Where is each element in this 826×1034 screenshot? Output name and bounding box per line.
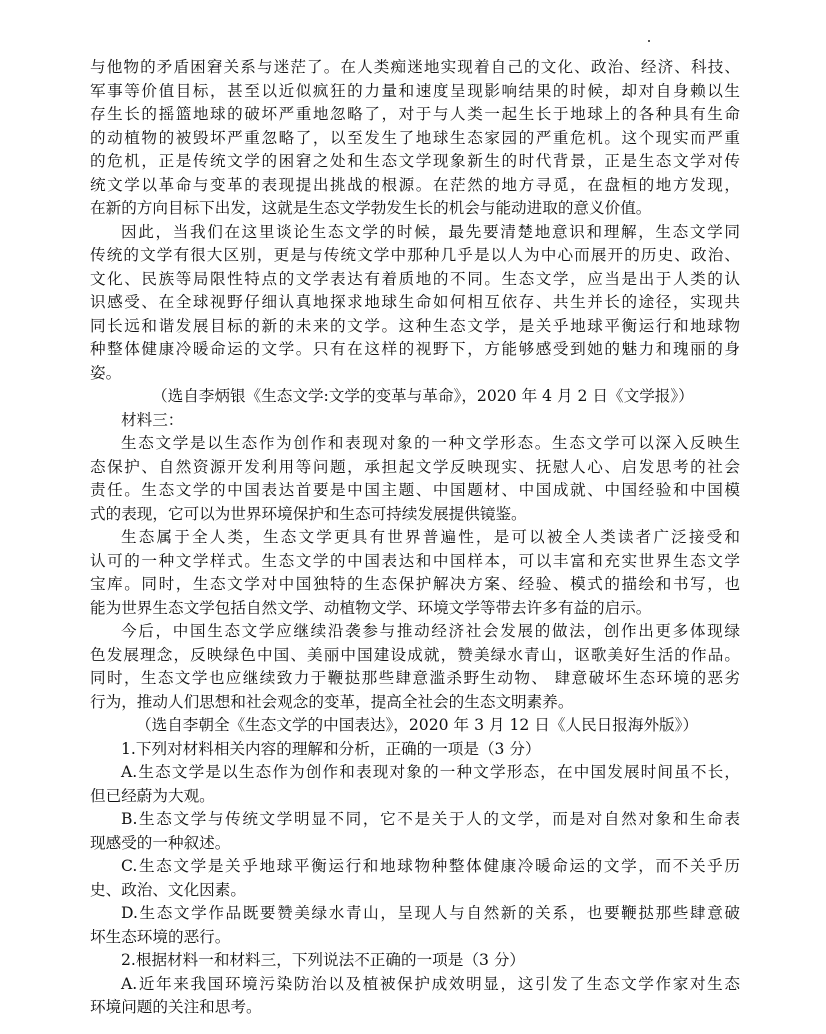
paragraph-start-line: 因此，当我们在这里谈论生态文学的时候，最先要清楚地意识和理解，生态文学同 [121, 222, 740, 241]
question-stem: 1.下列对材料相关内容的理解和分析，正确的一项是（3 分） [121, 739, 541, 758]
option-b: B.生态文学与传统文学明显不同，它不是关于人的文学，而是对自然对象和生命表 [121, 810, 740, 828]
text-line: 色发展理念，反映绿色中国、美丽中国建设成就，赞美绿水青山，讴歌美好生活的作品。 [90, 645, 740, 664]
paragraph-start-line: 今后，中国生态文学应继续沿袭参与推动经济社会发展的做法，创作出更多体现绿 [121, 622, 740, 640]
text-line: 与他物的矛盾困窘关系与迷茫了。在人类痴迷地实现着自己的文化、政治、经济、科技、 [90, 58, 740, 76]
option-d-cont: 坏生态环境的恶行。 [90, 927, 231, 946]
text-line: 的动植物的被毁坏严重忽略了，以至发生了地球生态家园的严重危机。这个现实而严重 [90, 128, 740, 147]
source-citation: （选自李朝全《生态文学的中国表达》，2020 年 3 月 12 日《人民日报海外版》） [136, 716, 699, 734]
option-c: C.生态文学是关乎地球平衡运行和地球物种整体健康冷暖命运的文学，而不关乎历 [121, 857, 740, 875]
option-b-cont: 现感受的一种叙述。 [90, 833, 231, 852]
text-line: 宝库。同时，生态文学对中国独特的生态保护解决方案、经验、模式的描绘和书写，也 [90, 575, 740, 593]
text-line: 的危机，正是传统文学的困窘之处和生态文学现象新生的时代背景，正是生态文学对传 [90, 152, 740, 170]
scan-speck [648, 40, 650, 42]
text-line: 姿。 [90, 363, 122, 382]
text-line: 态保护、自然资源开发利用等问题，承担起文学反映现实、抚慰人心、启发思考的社会 [90, 457, 740, 476]
option-c-cont: 史、政治、文化因素。 [90, 880, 246, 899]
text-line: 能为世界生态文学包括自然文学、动植物文学、环境文学等带去许多有益的启示。 [90, 598, 652, 617]
source-citation: （选自李炳银《生态文学:文学的变革与革命》，2020 年 4 月 2 日《文学报》） [152, 387, 694, 405]
text-line: 同长远和谐发展目标的新的未来的文学。这种生态文学，是关乎地球平衡运行和地球物 [90, 316, 740, 335]
document-body [90, 56, 740, 1020]
text-line: 同时，生态文学也应继续致力于鞭挞那些肆意滥杀野生动物、 肆意破坏生态环境的恶劣 [90, 669, 740, 687]
text-line: 军事等价值目标，甚至以近似疯狂的力量和速度呈现影响结果的时候，却对自身赖以生 [90, 81, 740, 100]
option-a: A.近年来我国环境污染防治以及植被保护成效明显，这引发了生态文学作家对生态 [121, 974, 740, 993]
text-line: 式的表现，它可以为世界环境保护和生态可持续发展提供镜鉴。 [90, 504, 527, 523]
option-a-cont: 环境问题的关注和思考。 [90, 998, 262, 1016]
text-line: 存生长的摇篮地球的破坏严重地忽略了，对于与人类一起生长于地球上的各种具有生命 [90, 105, 740, 123]
paragraph-start-line: 生态文学是以生态作为创作和表现对象的一种文学形态。生态文学可以深入反映生 [121, 434, 740, 452]
section-heading: 材料三： [121, 410, 184, 429]
text-line: 行为，推动人们思想和社会观念的变革，提高全社会的生态文明素养。 [90, 692, 574, 711]
question-stem: 2.根据材料一和材料三，下列说法不正确的一项是（3 分） [121, 951, 526, 969]
option-d: D.生态文学作品既要赞美绿水青山，呈现人与自然新的关系，也要鞭挞那些肆意破 [121, 904, 740, 922]
text-line: 识感受、在全球视野仔细认真地探求地球生命如何相互依存、共生并长的途径，实现共 [90, 293, 740, 311]
text-line: 认可的一种文学样式。生态文学的中国表达和中国样本，可以丰富和充实世界生态文学 [90, 551, 740, 570]
option-a: A.生态文学是以生态作为创作和表现对象的一种文学形态，在中国发展时间虽不长， [121, 763, 740, 781]
text-line: 种整体健康冷暖命运的文学。只有在这样的视野下，方能够感受到她的魅力和瑰丽的身 [90, 340, 740, 358]
text-line: 统文学以革命与变革的表现提出挑战的根源。在茫然的地方寻觅，在盘桓的地方发现， [90, 175, 740, 194]
text-line: 传统的文学有很大区别，更是与传统文学中那种几乎是以人为中心而展开的历史、政治、 [90, 246, 740, 264]
text-line: 在新的方向目标下出发，这就是生态文学勃发生长的机会与能动进取的意义价值。 [90, 199, 652, 217]
paragraph-start-line: 生态属于全人类，生态文学更具有世界普遍性，是可以被全人类读者广泛接受和 [121, 528, 740, 546]
text-line: 文化、民族等局限性特点的文学表达有着质地的不同。生态文学，应当是出于人类的认 [90, 269, 740, 288]
option-a-cont: 但已经蔚为大观。 [90, 786, 215, 805]
text-line: 责任。生态文学的中国表达首要是中国主题、中国题材、中国成就、中国经验和中国模 [90, 481, 740, 499]
